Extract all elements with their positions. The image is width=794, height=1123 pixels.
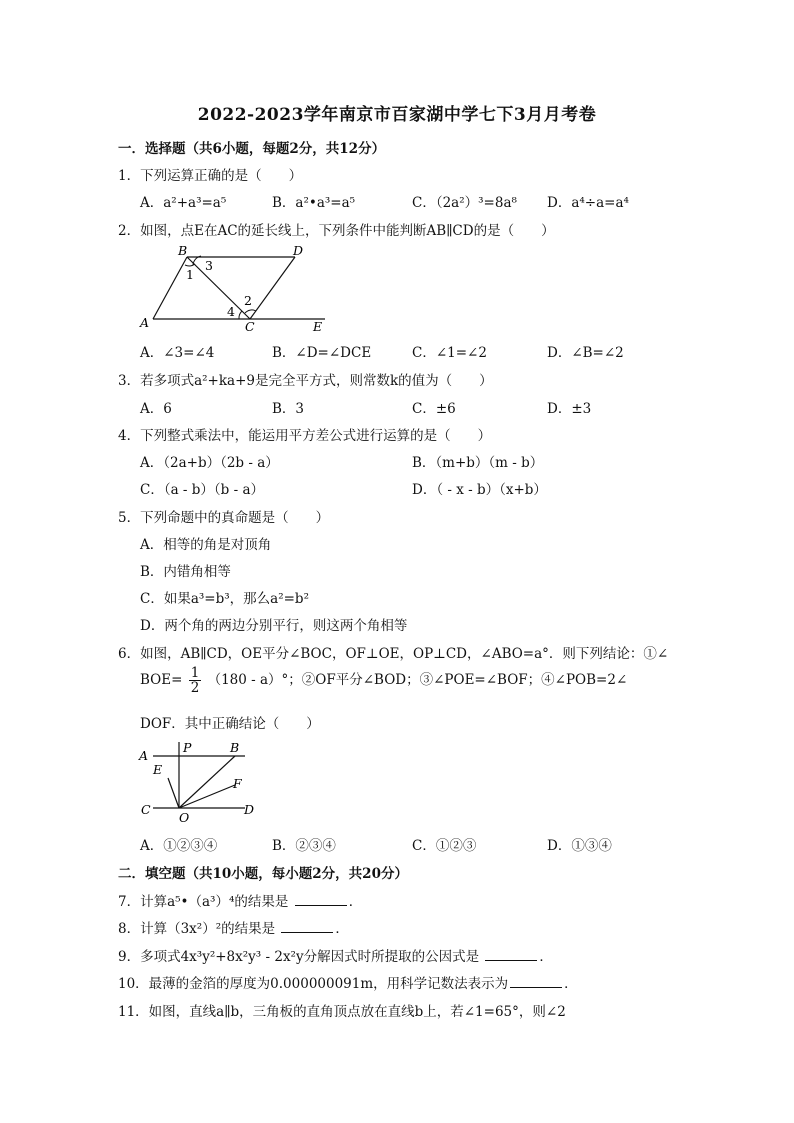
question-6-stem-line3: DOF．其中正确结论（ ） <box>140 716 320 732</box>
q9-answer-blank[interactable] <box>485 948 537 961</box>
line-ab <box>153 257 187 319</box>
label-e: E <box>153 762 163 777</box>
q7-answer-blank[interactable] <box>295 893 347 906</box>
q6-fraction-half <box>189 666 202 695</box>
q6-option-b: B．②③④ <box>272 838 336 854</box>
angle-arc-4 <box>239 311 242 319</box>
label-c: C <box>245 319 255 334</box>
q3-option-d: D．±3 <box>547 401 592 417</box>
q6-figure <box>135 738 265 828</box>
q3-option-c: C．±6 <box>412 401 456 417</box>
label-angle-4: 4 <box>227 304 235 319</box>
q1-option-d: D．a⁴÷a=a⁴ <box>547 195 629 211</box>
q10-answer-blank[interactable] <box>510 975 562 988</box>
label-angle-3: 3 <box>205 258 213 273</box>
q6-option-c: C．①②③ <box>412 838 477 854</box>
question-9 <box>118 945 553 965</box>
q2-option-d: D．∠B=∠2 <box>547 345 624 361</box>
line-oe <box>168 778 179 808</box>
question-2-stem: 2．如图，点E在AC的延长线上，下列条件中能判断AB∥CD的是（ ） <box>118 223 555 239</box>
label-angle-1: 1 <box>186 267 194 282</box>
fraction-denominator: 2 <box>190 680 200 696</box>
label-b: B <box>230 740 240 755</box>
question-1-stem: 1．下列运算正确的是（ ） <box>118 168 303 184</box>
label-f: F <box>233 776 242 791</box>
question-8 <box>118 917 349 937</box>
q2-option-c: C．∠1=∠2 <box>412 345 487 361</box>
exam-title: 2022-2023学年南京市百家湖中学七下3月月考卷 <box>197 105 597 125</box>
line-bc <box>187 257 250 319</box>
question-6-stem-line2 <box>140 666 627 695</box>
label-a: A <box>139 748 149 763</box>
q6-text-boe: BOE= <box>140 672 183 688</box>
q5-option-b: B．内错角相等 <box>140 564 231 580</box>
section-fill-heading: 二．填空题（共10小题，每小题2分，共20分） <box>118 866 408 882</box>
q10-period: ． <box>564 976 578 992</box>
label-p: P <box>183 740 192 755</box>
line-dc <box>250 257 295 319</box>
q8-answer-blank[interactable] <box>281 920 333 933</box>
q9-period: ． <box>539 949 553 965</box>
q6-option-a: A．①②③④ <box>140 838 218 854</box>
q3-option-b: B．3 <box>272 401 305 417</box>
q6-option-d: D．①③④ <box>547 838 612 854</box>
q2-option-a: A．∠3=∠4 <box>140 345 215 361</box>
q1-option-b: B．a²•a³=a⁵ <box>272 195 356 211</box>
q5-option-a: A．相等的角是对顶角 <box>140 537 272 553</box>
q4-option-d: D．（ - x - b）（x+b） <box>412 482 547 498</box>
q1-option-c: C．（2a²）³=8a⁸ <box>412 195 517 211</box>
q7-text: 7．计算a⁵•（a³）⁴的结果是 <box>118 894 289 910</box>
q9-text: 9．多项式4x³y²+8x²y³ - 2x²y分解因式时所提取的公因式是 <box>118 949 480 965</box>
q2-figure-parallelogram <box>135 243 335 335</box>
question-7 <box>118 890 362 910</box>
label-o: O <box>179 810 190 825</box>
label-d: D <box>244 802 255 817</box>
question-5-stem: 5．下列命题中的真命题是（ ） <box>118 510 330 526</box>
question-11: 11．如图，直线a∥b，三角板的直角顶点放在直线b上，若∠1=65°，则∠2 <box>118 1004 566 1020</box>
line-ob <box>179 756 235 808</box>
q3-option-a: A．6 <box>140 401 172 417</box>
q5-option-d: D．两个角的两边分别平行，则这两个角相等 <box>140 618 408 634</box>
label-b: B <box>178 243 188 258</box>
q1-option-a: A．a²+a³=a⁵ <box>140 195 227 211</box>
q8-text: 8．计算（3x²）²的结果是 <box>118 921 276 937</box>
question-10 <box>118 972 578 992</box>
q5-option-c: C．如果a³=b³，那么a²=b² <box>140 591 309 607</box>
question-3-stem: 3．若多项式a²+ka+9是完全平方式，则常数k的值为（ ） <box>118 373 493 389</box>
label-a: A <box>140 315 150 330</box>
q2-option-b: B．∠D=∠DCE <box>272 345 372 361</box>
line-of <box>179 785 235 808</box>
q7-period: ． <box>348 894 363 910</box>
q4-option-c: C．（a - b）（b - a） <box>140 482 264 498</box>
question-6-stem-line1: 6．如图，AB∥CD，OE平分∠BOC，OF⊥OE，OP⊥CD，∠ABO=a°．则下列结论：①∠ <box>118 646 669 662</box>
q4-option-b: B．（m+b）（m - b） <box>412 455 544 471</box>
label-c: C <box>141 802 151 817</box>
label-d: D <box>293 243 304 258</box>
q4-option-a: A．（2a+b）（2b - a） <box>140 455 279 471</box>
question-4-stem: 4．下列整式乘法中，能运用平方差公式进行运算的是（ ） <box>118 428 492 444</box>
q6-text-conclusions: （180 - a）°；②OF平分∠BOD；③∠POE=∠BOF；④∠POB=2∠ <box>207 672 628 688</box>
q8-period: ． <box>335 921 349 937</box>
section-choice-heading: 一．选择题（共6小题，每题2分，共12分） <box>118 141 386 157</box>
label-angle-2: 2 <box>244 293 252 308</box>
q10-text: 10．最薄的金箔的厚度为0.000000091m，用科学记数法表示为 <box>118 976 509 992</box>
fraction-numerator: 1 <box>190 665 200 681</box>
label-e: E <box>313 319 323 334</box>
